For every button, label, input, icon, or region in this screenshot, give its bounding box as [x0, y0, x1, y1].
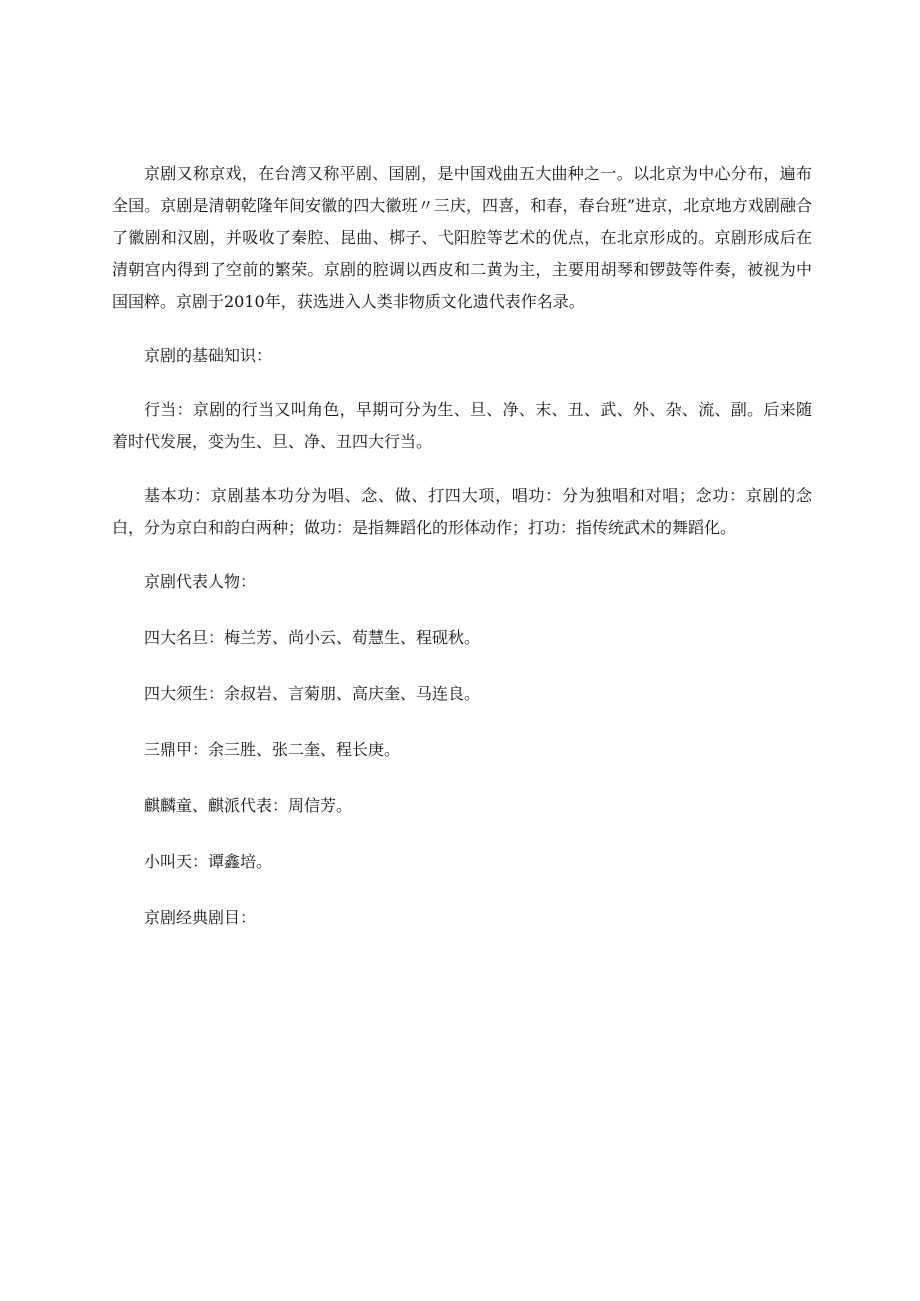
section-heading-basics: 京剧的基础知识： [144, 346, 273, 365]
section-heading-figures: 京剧代表人物： [144, 572, 257, 591]
list-item: 四大名旦：梅兰芳、尚小云、荀慧生、程砚秋。 [144, 628, 481, 647]
section-heading-repertoire: 京剧经典剧目： [144, 908, 257, 927]
skills-paragraph: 基本功：京剧基本功分为唱、念、做、打四大项，唱功：分为独唱和对唱；念功：京剧的念白，分为京白和韵白两种；做功：是指舞蹈化的形体动作；打功：指传统武术的舞蹈化。 [112, 486, 812, 537]
list-item: 小叫天：谭鑫培。 [144, 852, 273, 871]
document-body [112, 158, 812, 934]
list-item: 四大须生：余叔岩、言菊朋、高庆奎、马连良。 [144, 684, 481, 703]
list-item: 三鼎甲：余三胜、张二奎、程长庚。 [144, 740, 401, 759]
intro-paragraph: 京剧又称京戏，在台湾又称平剧、国剧，是中国戏曲五大曲种之一。以北京为中心分布，遍布全国。京剧是清朝乾隆年间安徽的四大徽班〃三庆，四喜，和春，春台班”进京，北京地方戏剧融合了徽剧和汉剧，并吸收了秦腔、昆曲、梆子、弋阳腔等艺术的优点，在北京形成的。京剧形成后在清朝宫内得到了空前的繁荣。京剧的腔调以西皮和二黄为主，主要用胡琴和锣鼓等件奏，被视为中国国粹。京剧于2010年，获选进入人类非物质文化遗代表作名录。 [112, 164, 812, 311]
list-item: 麒麟童、麒派代表：周信芳。 [144, 796, 353, 815]
roles-paragraph: 行当：京剧的行当又叫角色，早期可分为生、旦、净、末、丑、武、外、杂、流、副。后来随着时代发展，变为生、旦、净、丑四大行当。 [112, 400, 812, 451]
